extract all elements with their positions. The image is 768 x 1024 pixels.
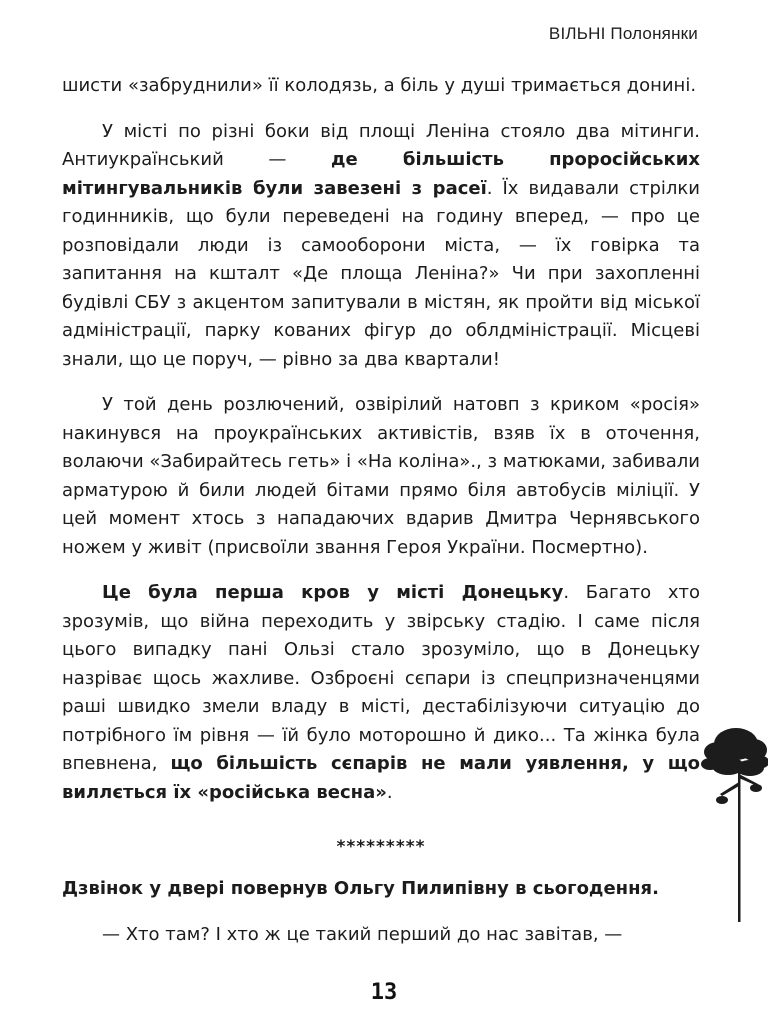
paragraph [62,72,700,101]
bold-segment: Це була перша кров у місті Донецьку [102,582,564,603]
body-text [62,72,700,966]
section-separator: ********* [336,837,426,857]
running-header: ВІЛЬНІ Полонянки [548,24,698,43]
text-segment: шисти «забруднили» її колодязь, а біль у душі тримається донині. [62,75,697,96]
text-segment: У той день розлючений, озвірілий натовп з криком «росія» накинувся на проукраїнських активістів, взяв їх в оточення, волаючи «Забирайтесь геть» і «На коліна»., з матюками, забивали арматурою й били людей бітами прямо біля автобусів міліції. У цей момент хтось з нападаючих вдарив Дмитра Чернявського ножем у живіт (присвоїли звання Героя України. Посмертно). [62,394,700,558]
text-segment: — Хто там? І хто ж це такий перший до нас завітав, — [102,923,623,945]
bold-segment: Дзвінок у двері повернув Ольгу Пилипівну в сьогодення. [62,878,659,899]
paragraph [62,118,700,375]
text-segment: . Багато хто зрозумів, що війна переходить у звірську стадію. І саме після цього випадку пані Ользі стало зрозуміло, що в Донецьку назріває щось жахливе. Озброєні сєпари із спецпризначенцями раші швидко змели владу в місті, дестабілізуючи ситуацію до потрібного їм рівня — їй було моторошно й дико... Та жінка була впевнена, [62,582,700,774]
tree-icon [700,722,768,922]
bold-segment: що більшість сєпарів не мали уявлення, у що виллється їх «російська весна» [62,753,700,803]
paragraph [62,875,700,904]
paragraph [62,921,700,950]
bold-segment: де більшість проросійських мітингувальників були завезені з расеї [62,149,700,199]
text-segment: У місті по різні боки від площі Леніна стояло два мітинги. Антиукраїнський — [62,120,700,170]
text-segment: . [386,781,393,803]
paragraph [62,391,700,562]
page-number: 13 [370,980,398,1005]
text-segment: . Їх видавали стрілки годинників, що були переведені на годину вперед, — про це розповідали люди із самооборони міста, — їх говірка та запитання на кшталт «Де площа Леніна?» Чи при захопленні будівлі СБУ з акцентом запитували в містян, як пройти від міської адміністрації, парку кованих фігур до облдміністрації. Місцеві знали, що це поруч, — рівно за два квартали! [62,177,700,370]
paragraph [62,579,700,807]
